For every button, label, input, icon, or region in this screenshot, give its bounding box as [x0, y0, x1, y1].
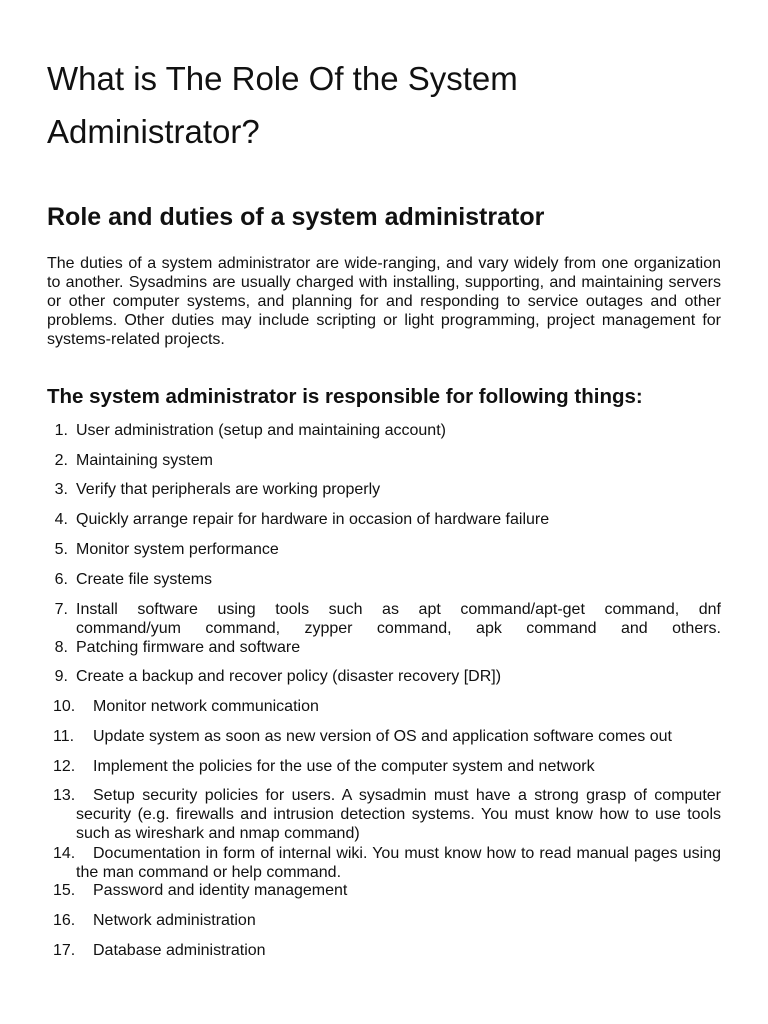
- list-item-text-line-1: Install software using tools such as apt command/apt-get command, dnf: [76, 601, 721, 618]
- list-item-number: 6.: [54, 571, 68, 588]
- list-item-number: 17.: [53, 942, 76, 959]
- list-item-text: Monitor network communication: [93, 698, 319, 715]
- list-heading: The system administrator is responsible for following things:: [47, 385, 643, 408]
- page-title: What is The Role Of the System Administrator?: [47, 60, 518, 150]
- list-item-number: 10.: [53, 698, 76, 715]
- list-item-text: Maintaining system: [76, 452, 213, 469]
- list-item-text-line-2: command/yum command, zypper command, apk command and others.: [76, 620, 721, 637]
- list-item-text: Network administration: [93, 912, 256, 929]
- list-item-number: 7.: [54, 601, 68, 618]
- list-item-text: User administration (setup and maintaining account): [76, 422, 446, 439]
- list-item-number: 1.: [54, 422, 68, 439]
- list-item-number: 5.: [54, 541, 68, 558]
- list-item-text: Password and identity management: [93, 882, 348, 899]
- list-item-text: Documentation in form of internal wiki. You must know how to read manual pages using the man command or help command.: [76, 845, 721, 881]
- list-item-text: Create file systems: [76, 571, 213, 588]
- list-item-number: 14.: [53, 845, 76, 862]
- list-item-number: 13.: [53, 787, 76, 804]
- list-item-number: 15.: [53, 882, 76, 899]
- list-item-number: 4.: [54, 511, 68, 528]
- list-item-text: Database administration: [93, 942, 266, 959]
- list-item-text: Create a backup and recover policy (disaster recovery [DR]): [76, 668, 502, 685]
- list-item-text: Implement the policies for the use of the computer system and network: [93, 758, 595, 775]
- list-item-number: 9.: [54, 668, 68, 685]
- list-item-text: Verify that peripherals are working properly: [76, 481, 381, 498]
- list-item-text: [76, 600, 721, 638]
- list-item-number: 2.: [54, 452, 68, 469]
- list-item-text: Quickly arrange repair for hardware in occasion of hardware failure: [76, 511, 550, 528]
- intro-paragraph: The duties of a system administrator are wide-ranging, and vary widely from one organization to another. Sysadmins are usually charged with installing, supporting, and maintaining servers or other computer systems, and planning for and responding to service outages and other problems. Other duties may include scripting or light programming, project management for systems-related projects.: [47, 255, 721, 348]
- section-heading: Role and duties of a system administrator: [47, 203, 545, 231]
- list-item-number: 8.: [54, 639, 68, 656]
- list-item-number: 11.: [53, 728, 75, 745]
- list-item-number: 16.: [53, 912, 76, 929]
- list-item-text: Monitor system performance: [76, 541, 279, 558]
- list-item-text: Update system as soon as new version of OS and application software comes out: [93, 728, 672, 745]
- list-item-text: Setup security policies for users. A sysadmin must have a strong grasp of computer security (e.g. firewalls and intrusion detection systems. You must know how to use tools such as wireshark and nmap command): [76, 787, 721, 842]
- list-item-number: 3.: [54, 481, 68, 498]
- list-item-text: Patching firmware and software: [76, 639, 301, 656]
- list-item-number: 12.: [53, 758, 76, 775]
